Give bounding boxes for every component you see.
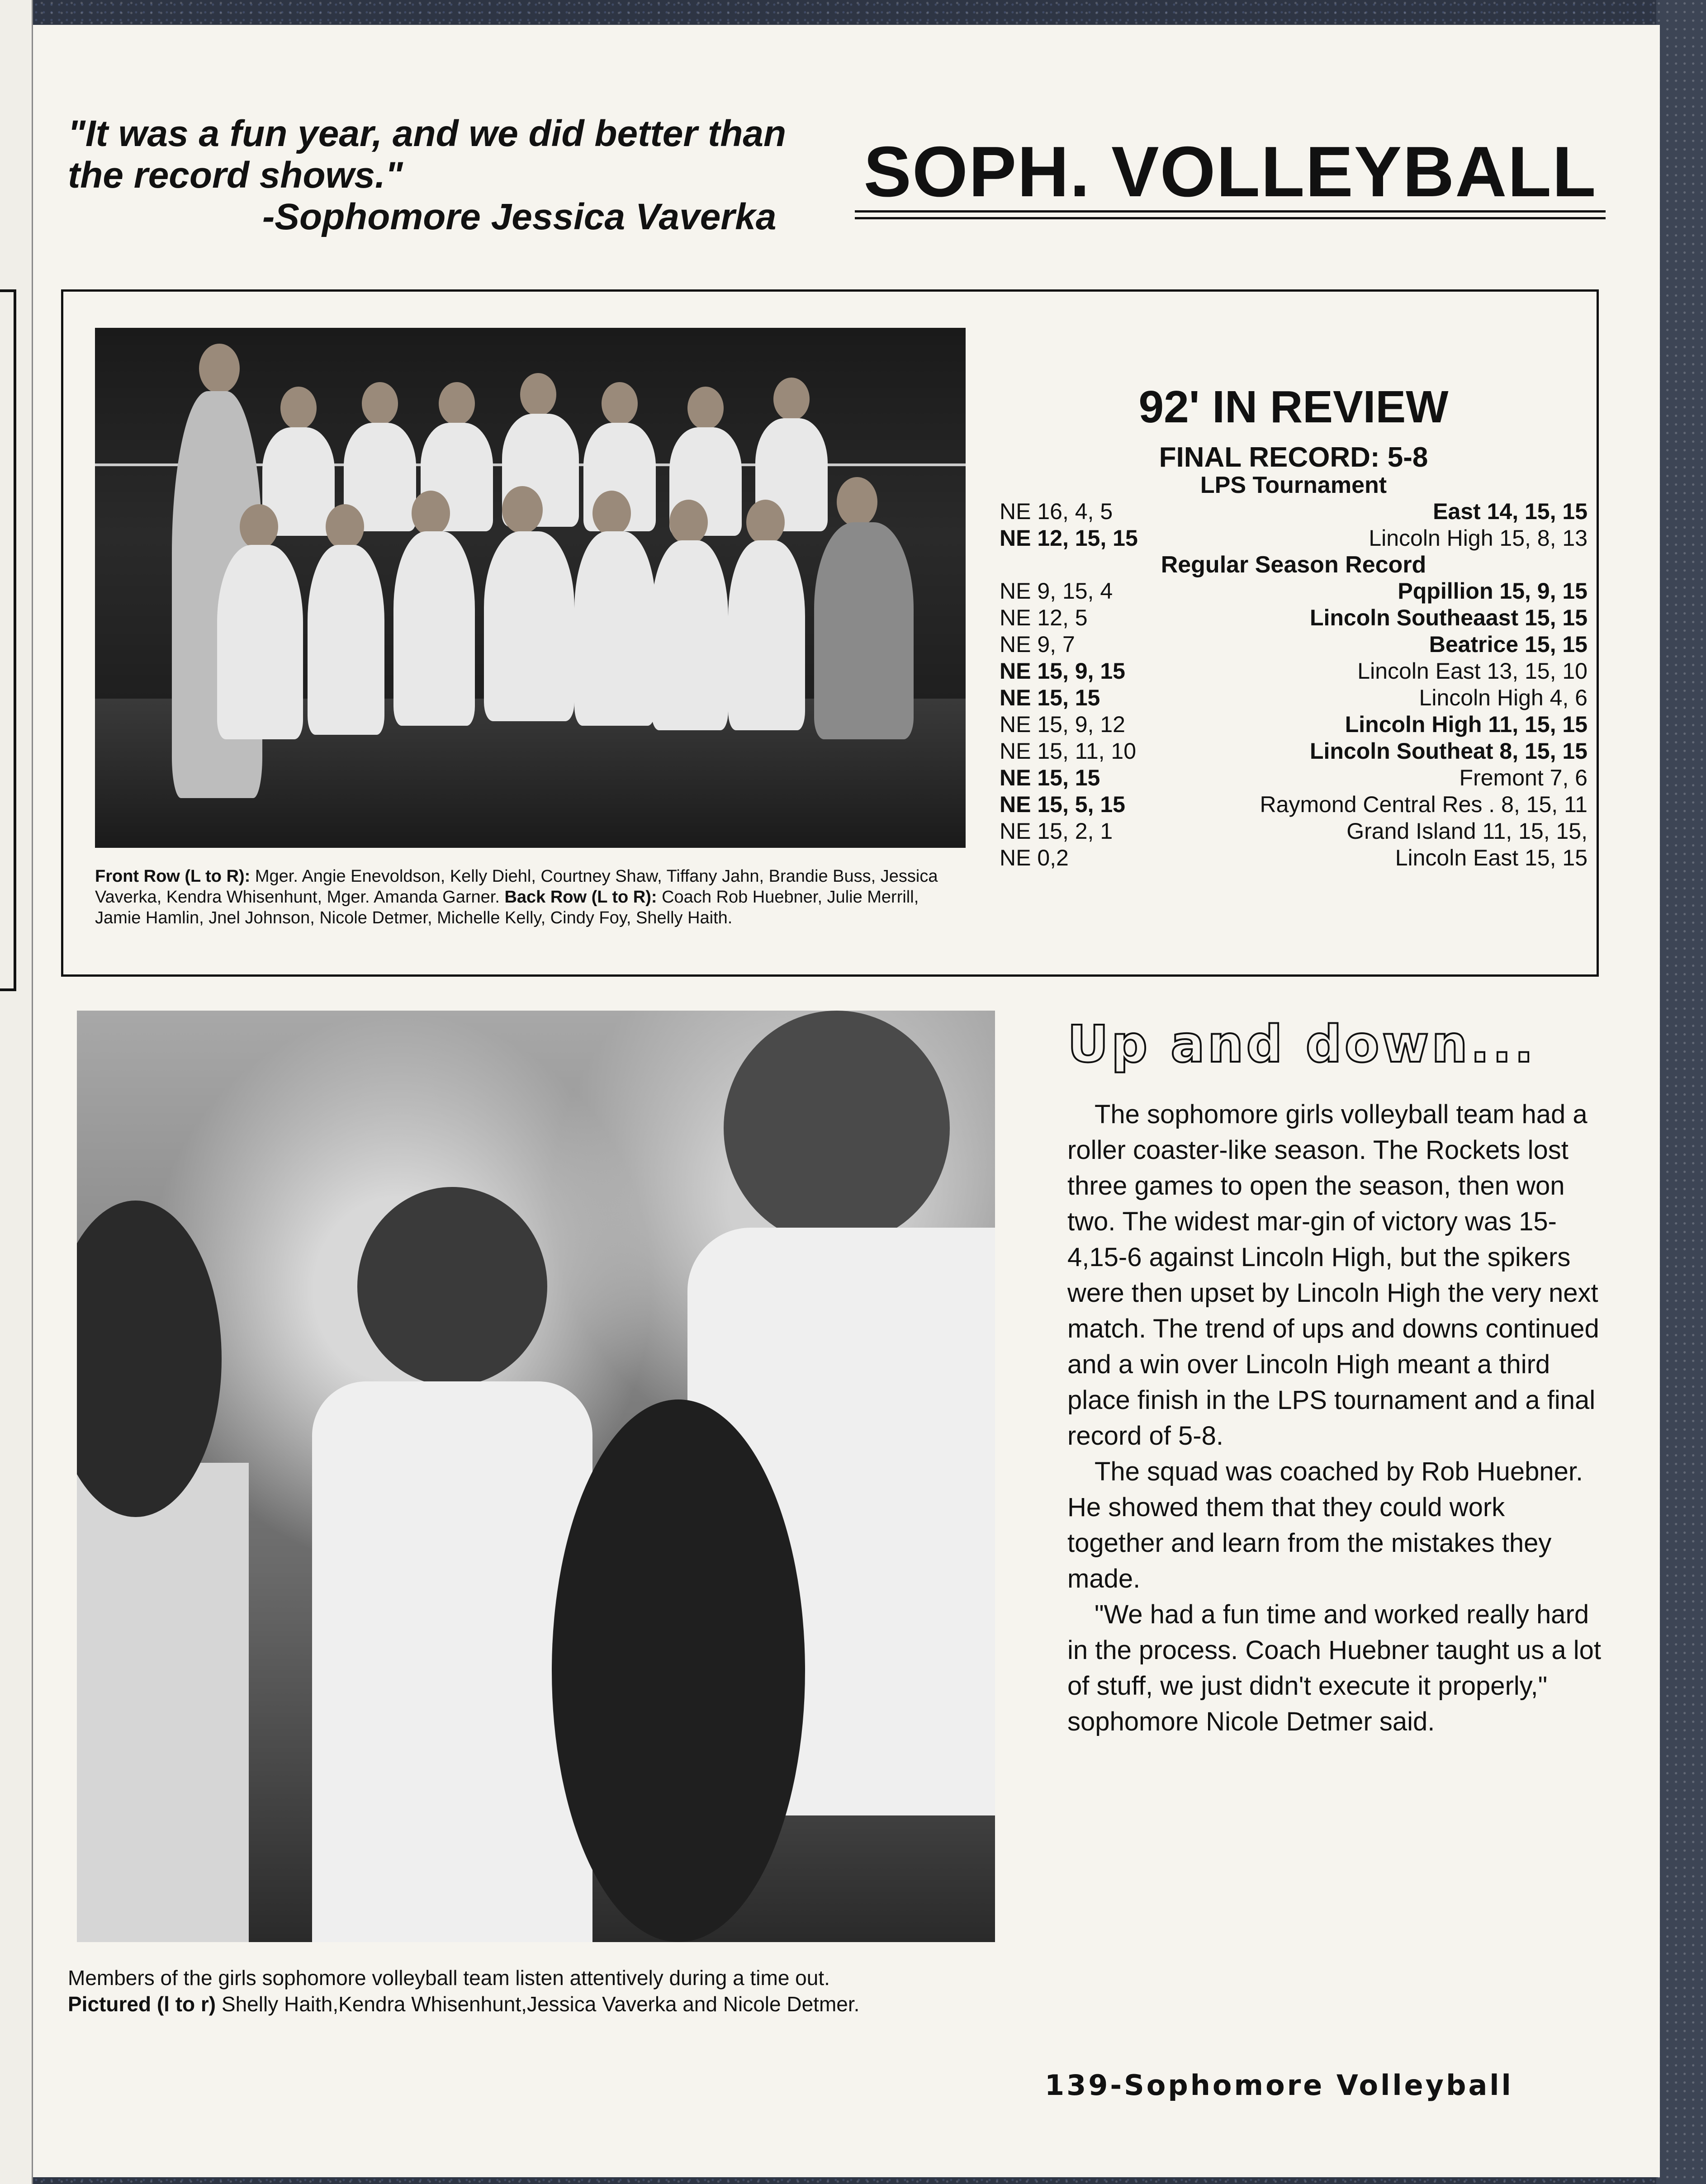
northeast-score: NE 9, 15, 4 (1000, 578, 1113, 604)
story-paragraph: The squad was coached by Rob Huebner. He showed them that they could work together and learn from the mistakes they made. (1067, 1457, 1583, 1593)
opponent-score: Grand Island 11, 15, 15, (1346, 818, 1588, 844)
player-head (502, 486, 543, 534)
back-row-label: Back Row (L to R): (504, 888, 657, 907)
pull-quote (68, 113, 846, 238)
front-row-player (651, 540, 728, 730)
season-label: Regular Season Record (1161, 552, 1426, 578)
northeast-score: NE 16, 4, 5 (1000, 499, 1113, 524)
story-heading: Up and down... (1067, 1015, 1536, 1074)
book-spine (1656, 0, 1706, 2184)
player-hair (724, 1011, 950, 1246)
tournament-label: LPS Tournament (1200, 472, 1387, 498)
northeast-score: NE 9, 7 (1000, 632, 1075, 657)
opponent-score: Lincoln East 13, 15, 10 (1357, 658, 1588, 684)
back-row-names: Coach Rob Huebner, Julie Merrill, Jamie Hamlin, Jnel Johnson, Nicole Detmer, Michelle Kelly, Cindy Foy, Shelly Haith. (95, 888, 919, 927)
player-head (326, 504, 364, 549)
score-row (1000, 578, 1588, 605)
score-row (1000, 845, 1588, 871)
review-heading: 92' IN REVIEW (1138, 382, 1449, 432)
story-body (1067, 1097, 1606, 1740)
front-row-player (728, 540, 805, 730)
opponent-score: Beatrice 15, 15 (1429, 632, 1588, 657)
coach-head (199, 344, 240, 393)
northeast-score: NE 15, 15 (1000, 685, 1100, 710)
front-row-player (574, 531, 656, 726)
caption-line: Members of the girls sophomore volleyball team listen attentively during a time out. (68, 1966, 830, 1990)
northeast-score: NE 15, 9, 15 (1000, 658, 1125, 684)
quote-text: "It was a fun year, and we did better than the record shows." (68, 113, 787, 196)
northeast-score: NE 15, 2, 1 (1000, 818, 1113, 844)
score-row (1000, 791, 1588, 818)
page-folio: 139-Sophomore Volleyball (1045, 2069, 1513, 2102)
score-row (1000, 658, 1588, 685)
front-row-player (484, 531, 574, 721)
pictured-names: Shelly Haith,Kendra Whisenhunt,Jessica Vaverka and Nicole Detmer. (216, 1992, 860, 2016)
player-head (773, 378, 810, 421)
score-row (1000, 738, 1588, 765)
player-head (687, 387, 724, 430)
northeast-score: NE 15, 5, 15 (1000, 792, 1125, 817)
timeout-photo (77, 1011, 995, 1942)
player-head (362, 382, 398, 425)
player-shirt (77, 1463, 249, 1942)
player-shirt (312, 1381, 592, 1942)
player-head (592, 491, 631, 536)
team-photo (95, 328, 966, 848)
northeast-score: NE 12, 5 (1000, 605, 1088, 630)
score-row (1000, 605, 1588, 631)
player-head (669, 500, 708, 545)
northeast-score: NE 15, 9, 12 (1000, 712, 1125, 737)
score-row (1000, 765, 1588, 791)
opponent-score: Lincoln High 11, 15, 15 (1345, 712, 1588, 737)
player-hair (552, 1399, 805, 1942)
final-record: FINAL RECORD: 5-8 (1159, 442, 1428, 473)
pictured-label: Pictured (l to r) (68, 1992, 216, 2016)
player-head (412, 491, 450, 536)
player-head (602, 382, 638, 425)
player-head (520, 373, 556, 416)
timeout-photo-caption (68, 1965, 1063, 2017)
player-head (280, 387, 317, 430)
opponent-score: Lincoln High 15, 8, 13 (1369, 525, 1588, 551)
player-head (837, 477, 877, 527)
score-row (1000, 525, 1588, 552)
story-paragraph: "We had a fun time and worked really hard in the process. Coach Huebner taught us a lot of stuff, we just didn't execute it properly," sophomore Nicole Detmer said. (1067, 1600, 1602, 1736)
quote-attribution: -Sophomore Jessica Vaverka (262, 196, 777, 237)
facing-page-box (0, 289, 16, 991)
front-row-label: Front Row (L to R): (95, 867, 251, 886)
season-results (1000, 578, 1588, 871)
northeast-score: NE 12, 15, 15 (1000, 525, 1138, 551)
manager-figure (814, 522, 914, 739)
opponent-score: East 14, 15, 15 (1433, 499, 1588, 524)
tournament-results (1000, 498, 1588, 552)
northeast-score: NE 15, 15 (1000, 765, 1100, 790)
opponent-score: Lincoln Southeaast 15, 15 (1309, 605, 1588, 630)
player-hair (357, 1187, 547, 1386)
player-head (240, 504, 278, 549)
score-row (1000, 631, 1588, 658)
season-review (1000, 382, 1588, 871)
opponent-score: Raymond Central Res . 8, 15, 11 (1260, 792, 1588, 817)
facing-page-edge (0, 0, 33, 2184)
front-row-player (217, 545, 303, 739)
front-row-player (393, 531, 475, 726)
front-row-names: Mger. Angie Enevoldson, Kelly Diehl, Courtney Shaw, Tiffany Jahn, Brandie Buss, Jessica Vaverka, Kendra Whisenhunt, Mger. Amanda Garner. (95, 867, 938, 907)
score-row (1000, 498, 1588, 525)
score-row (1000, 818, 1588, 845)
player-head (439, 382, 475, 425)
score-row (1000, 711, 1588, 738)
opponent-score: Pqpillion 15, 9, 15 (1398, 578, 1588, 604)
opponent-score: Fremont 7, 6 (1459, 765, 1588, 790)
front-row-player (308, 545, 384, 735)
opponent-score: Lincoln High 4, 6 (1419, 685, 1588, 710)
yearbook-page (32, 25, 1660, 2177)
story-paragraph: The sophomore girls volleyball team had a roller coaster-like season. The Rockets lost three games to open the season, then won two. The widest mar-gin of victory was 15-4,15-6 against Lincoln High, but the spikers were then upset by Lincoln High the very next match. The trend of ups and downs continued and a win over Lincoln High meant a third place finish in the LPS tournament and a final record of 5-8. (1067, 1100, 1599, 1451)
opponent-score: Lincoln Southeat 8, 15, 15 (1309, 738, 1588, 764)
northeast-score: NE 15, 11, 10 (1000, 738, 1137, 764)
opponent-score: Lincoln East 15, 15 (1395, 845, 1588, 870)
player-head (746, 500, 785, 545)
score-row (1000, 685, 1588, 711)
northeast-score: NE 0,2 (1000, 845, 1069, 870)
title-underline (855, 210, 1606, 219)
team-photo-caption (95, 866, 963, 928)
page-title: SOPH. VOLLEYBALL (863, 132, 1597, 212)
